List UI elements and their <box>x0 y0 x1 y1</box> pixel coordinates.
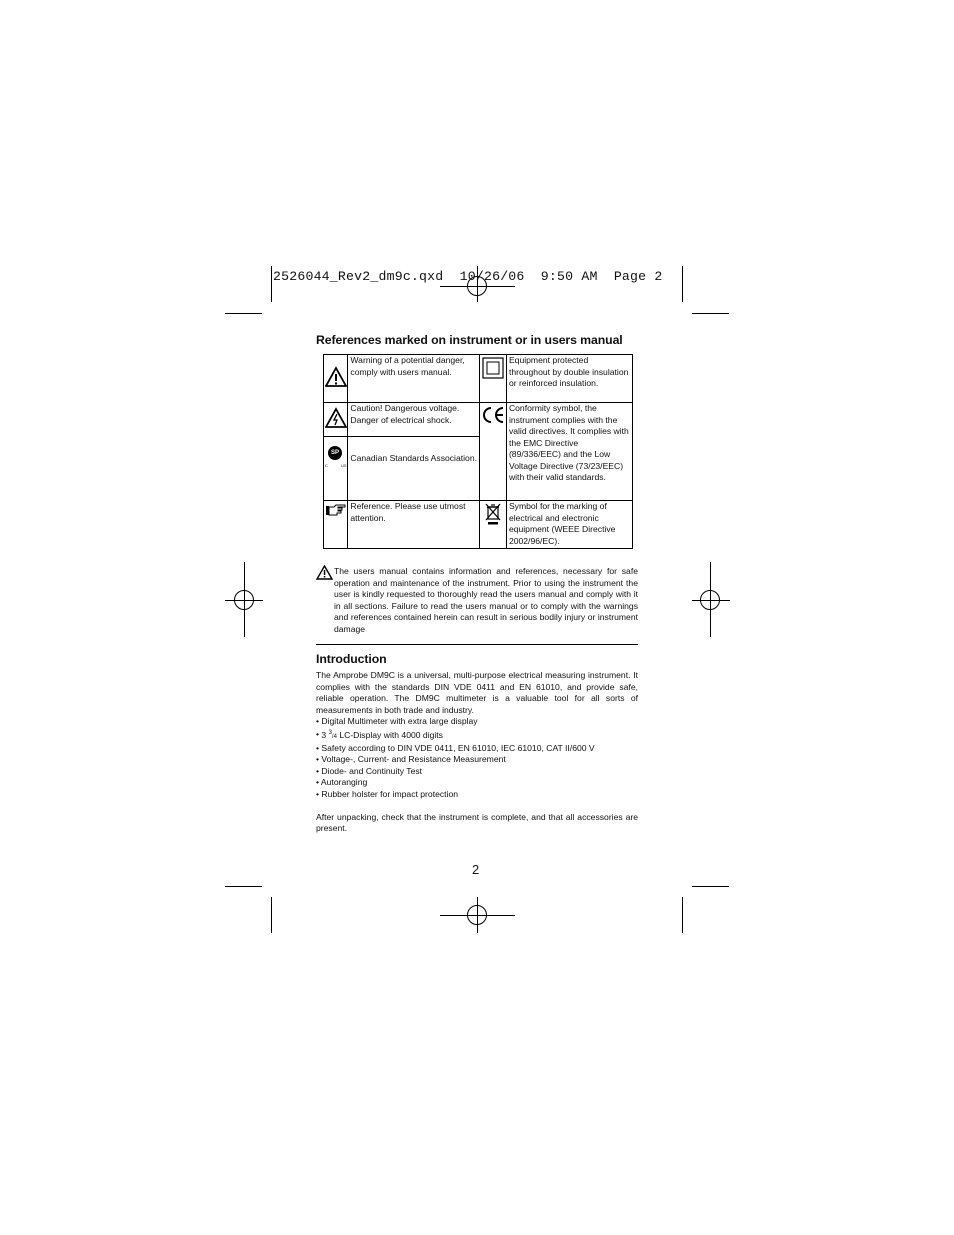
safety-warning-text: The users manual contains information and references, necessary for safe operation and maintenance of the instrument. Prior to using the instrument the user is kindly requested to thoroughly read the users manual and comply with it in all sections. Failure to read the users manual or to comply with the warnings and references contained herein can result in serious bodily injury or instrument damage <box>334 566 638 634</box>
symbol-cell <box>324 501 348 549</box>
symbol-cell <box>479 355 506 403</box>
symbol-description: Conformity symbol, the instrument complies with the valid directives. It complies with the EMC Directive (89/336/EEC) and the Low Voltage Directive (73/23/EEC) with their valid standards. <box>506 403 632 501</box>
symbol-cell <box>324 437 348 501</box>
list-item: • Safety according to DIN VDE 0411, EN 61010, IEC 61010, CAT II/600 V <box>316 743 638 755</box>
introduction-paragraph: The Amprobe DM9C is a universal, multi-purpose electrical measuring instrument. It complies with the standards DIN VDE 0411 and EN 61010, and provide safe, reliable operation. The DM9C multimeter is a valuable tool for all sorts of measurements in both trade and industry. <box>316 670 638 715</box>
slug-time: 9:50 AM <box>540 269 598 284</box>
slug-date: 10/26/06 <box>459 269 525 284</box>
crop-mark <box>692 886 729 887</box>
csa-logo-icon <box>324 445 347 467</box>
symbol-description: Reference. Please use utmost attention. <box>348 501 479 549</box>
digits-fraction-den: 4 <box>333 733 337 740</box>
csa-logo-c: C <box>325 463 328 468</box>
safety-warning <box>316 566 638 635</box>
high-voltage-icon <box>325 407 347 429</box>
crop-mark <box>225 886 262 887</box>
crop-mark <box>682 266 683 302</box>
warning-triangle-icon <box>325 366 347 388</box>
list-item: • Rubber holster for impact protection <box>316 789 638 801</box>
list-item: • Digital Multimeter with extra large display <box>316 716 638 728</box>
list-item: • Autoranging <box>316 777 638 789</box>
symbol-cell <box>479 501 506 549</box>
crop-mark <box>692 313 729 314</box>
registration-mark-right <box>710 562 711 637</box>
crop-mark <box>682 897 683 933</box>
symbol-cell <box>324 355 348 403</box>
slug-page: Page 2 <box>613 269 663 284</box>
references-heading: References marked on instrument or in users manual <box>316 333 623 347</box>
ce-mark-icon <box>480 405 506 425</box>
list-item: • Diode- and Continuity Test <box>316 766 638 778</box>
list-item: • 3 $^3$/4 LC-Display with 4000 digits <box>316 728 638 743</box>
introduction-body <box>316 670 638 835</box>
closing-paragraph: After unpacking, check that the instrument is complete, and that all accessories are present. <box>316 811 638 834</box>
pointing-hand-icon <box>325 503 347 517</box>
symbol-description: Warning of a potential danger, comply with users manual. <box>348 355 479 403</box>
digits-whole: 3 <box>321 729 327 740</box>
feature-lc-display: LC-Display with 4000 digits <box>339 729 443 740</box>
introduction-heading: Introduction <box>316 652 387 666</box>
crop-mark <box>271 897 272 933</box>
digits-fraction-num: 3 <box>328 729 332 736</box>
symbol-description: Equipment protected throughout by double insulation or reinforced insulation. <box>506 355 632 403</box>
references-table <box>323 354 633 549</box>
symbol-description: Caution! Dangerous voltage. Danger of electrical shock. <box>348 403 479 437</box>
symbol-description: Symbol for the marking of electrical and electronic equipment (WEEE Directive 2002/96/EC). <box>506 501 632 549</box>
crop-mark <box>225 313 262 314</box>
slug-filename: 2526044_Rev2_dm9c.qxd <box>273 269 444 284</box>
file-slug-line <box>273 269 663 284</box>
csa-logo-us: US <box>341 463 347 468</box>
registration-mark-left <box>244 562 245 637</box>
warning-triangle-icon <box>316 565 333 580</box>
page-number: 2 <box>472 862 480 877</box>
registration-mark-right <box>692 600 730 601</box>
symbol-description: Canadian Standards Association. <box>348 437 479 501</box>
weee-bin-icon <box>484 503 502 525</box>
list-item: • Voltage-, Current- and Resistance Measurement <box>316 754 638 766</box>
symbol-cell <box>324 403 348 437</box>
feature-list <box>316 716 638 800</box>
symbol-cell <box>479 403 506 501</box>
crop-mark <box>271 266 272 302</box>
csa-logo-mark: SP <box>328 446 342 460</box>
registration-mark-bottom <box>477 897 478 933</box>
double-insulation-icon <box>482 357 504 379</box>
section-divider <box>316 644 638 645</box>
